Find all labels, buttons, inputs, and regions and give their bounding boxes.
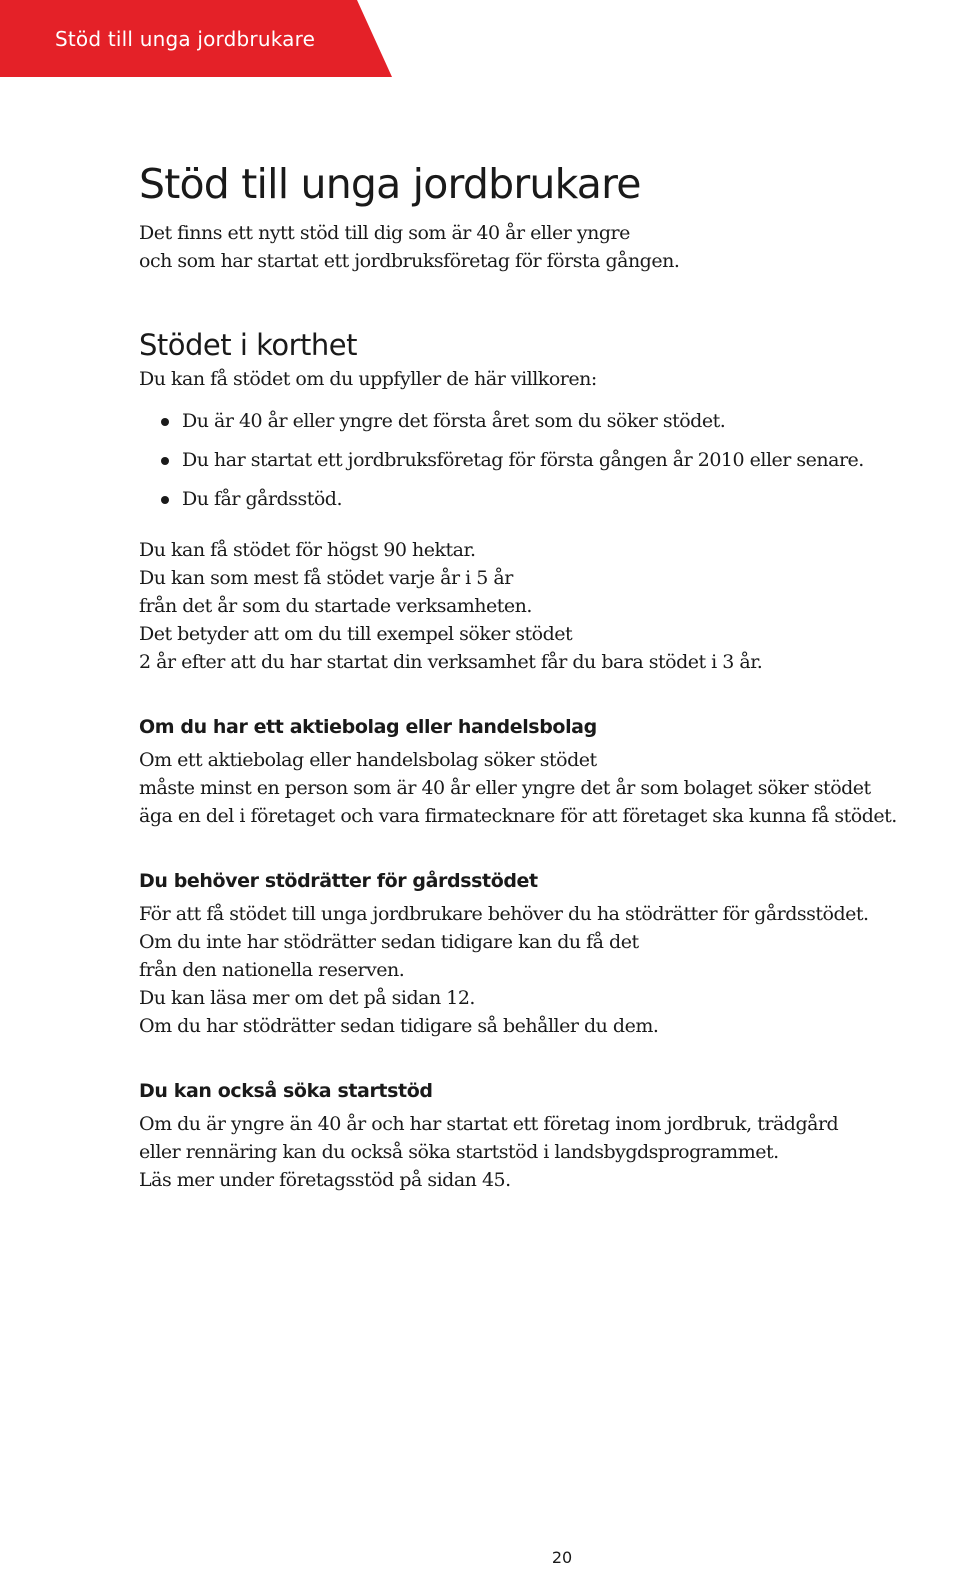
page-title: Stöd till unga jordbrukare <box>139 160 641 208</box>
detail-line: från det år som du startade verksamheten. <box>139 595 532 617</box>
section-heading: Du kan också söka startstöd <box>139 1080 433 1102</box>
section-company <box>139 713 954 830</box>
section-line: måste minst en person som är 40 år eller yngre det år som bolaget söker stödet <box>139 777 871 799</box>
section-line: Om du har stödrätter sedan tidigare så behåller du dem. <box>139 1015 659 1037</box>
section-line: Du kan läsa mer om det på sidan 12. <box>139 987 475 1009</box>
conditions-list <box>139 402 954 519</box>
bullet-icon <box>161 457 169 465</box>
section-line: från den nationella reserven. <box>139 959 405 981</box>
section-line: eller rennäring kan du också söka startstöd i landsbygdsprogrammet. <box>139 1141 779 1163</box>
summary-heading: Stödet i korthet <box>139 328 358 362</box>
section-line: äga en del i företaget och vara firmatecknare för att företaget ska kunna få stödet. <box>139 805 897 827</box>
section-startup-aid <box>139 1077 954 1194</box>
header-tab-label: Stöd till unga jordbrukare <box>55 27 316 51</box>
section-line: Om du är yngre än 40 år och har startat ett företag inom jordbruk, trädgård <box>139 1113 839 1135</box>
list-item-text: Du är 40 år eller yngre det första året som du söker stödet. <box>182 410 726 432</box>
summary-lead: Du kan få stödet om du uppfyller de här villkoren: <box>139 368 597 390</box>
list-item <box>139 402 954 441</box>
detail-line: Det betyder att om du till exempel söker stödet <box>139 623 573 645</box>
section-body <box>139 900 954 1040</box>
section-entitlements <box>139 867 954 1040</box>
detail-line: 2 år efter att du har startat din verksamhet får du bara stödet i 3 år. <box>139 651 763 673</box>
bullet-icon <box>161 418 169 426</box>
section-line: Om du inte har stödrätter sedan tidigare kan du få det <box>139 931 639 953</box>
list-item-text: Du har startat ett jordbruksföretag för första gången år 2010 eller senare. <box>182 449 864 471</box>
page-number: 20 <box>551 1548 573 1567</box>
section-body <box>139 1110 954 1194</box>
intro-line: Det finns ett nytt stöd till dig som är 40 år eller yngre <box>139 222 630 244</box>
section-heading: Du behöver stödrätter för gårdsstödet <box>139 870 538 892</box>
section-heading: Om du har ett aktiebolag eller handelsbolag <box>139 716 597 738</box>
bullet-icon <box>161 496 169 504</box>
page-content <box>139 158 954 1194</box>
section-line: För att få stödet till unga jordbrukare behöver du ha stödrätter för gårdsstödet. <box>139 903 869 925</box>
list-item <box>139 441 954 480</box>
detail-line: Du kan som mest få stödet varje år i 5 år <box>139 567 513 589</box>
section-line: Om ett aktiebolag eller handelsbolag söker stödet <box>139 749 597 771</box>
intro <box>139 219 954 275</box>
intro-line: och som har startat ett jordbruksföretag för första gången. <box>139 250 680 272</box>
section-line: Läs mer under företagsstöd på sidan 45. <box>139 1169 511 1191</box>
list-item <box>139 480 954 519</box>
detail-line: Du kan få stödet för högst 90 hektar. <box>139 539 476 561</box>
summary-details <box>139 536 954 676</box>
section-body <box>139 746 954 830</box>
list-item-text: Du får gårdsstöd. <box>182 488 343 510</box>
